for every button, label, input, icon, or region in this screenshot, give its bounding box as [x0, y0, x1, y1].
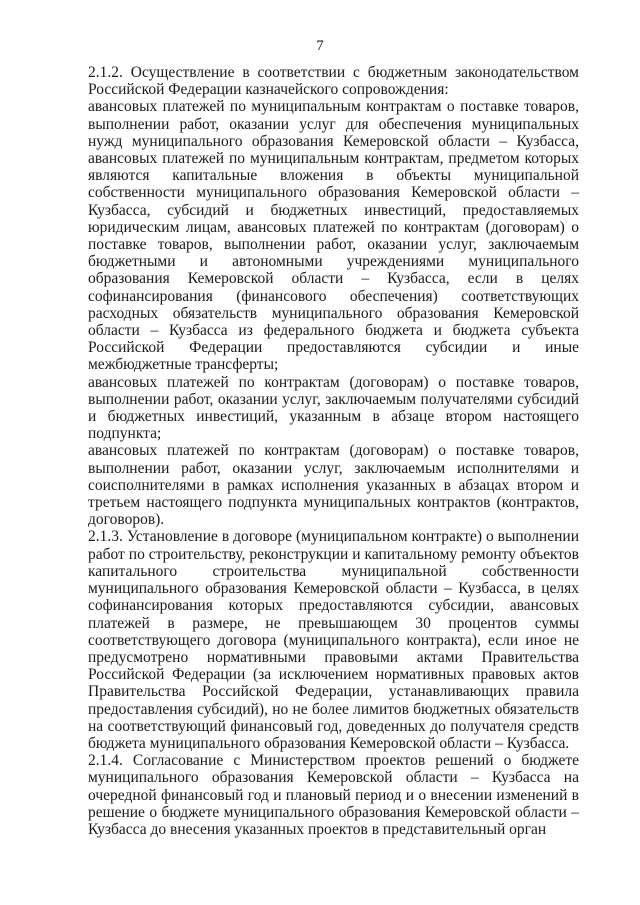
paragraph-advance-payments-contractors	[88, 442, 579, 528]
paragraph-2-1-3	[88, 528, 579, 752]
paragraph-2-1-4	[88, 752, 579, 838]
paragraph-advance-payments-municipal	[88, 98, 579, 373]
paragraph-text: 2.1.2. Осуществление в соответствии с бюджетным законодательством Российской Федерации казначейского сопровождения:	[88, 64, 579, 99]
paragraph-text: авансовых платежей по контрактам (договорам) о поставке товаров, выполнении работ, оказании услуг, заключаемым исполнителями и соисполнителями в рамках исполнения указанных в абзацах втором и третьем настоящего подпункта муниципальных контрактов (контрактов, договоров).	[88, 442, 579, 529]
page-number: 7	[316, 38, 324, 54]
document-body	[88, 64, 579, 838]
paragraph-2-1-2-heading	[88, 64, 579, 98]
paragraph-text: авансовых платежей по контрактам (договорам) о поставке товаров, выполнении работ, оказании услуг, заключаемым получателями субсидий и бюджетных инвестиций, указанным в абзаце втором настоящего подпункта;	[88, 373, 579, 443]
paragraph-text: 2.1.4. Согласование с Министерством проектов решений о бюджете муниципального образования Кемеровской области – Кузбасса на очередной финансовый год и плановый период и о внесении изменений в решение о бюджете муниципального образования Кемеровской области – Кузбасса до внесения указанных проектов в представительный орган	[88, 752, 579, 838]
paragraph-advance-payments-subsidies	[88, 374, 579, 443]
paragraph-text: авансовых платежей по муниципальным контрактам о поставке товаров, выполнении работ, оказании услуг для обеспечения муниципальных нужд муниципального образования Кемеровской области – Кузбасса, авансовых платежей по муниципальным контрактам, предметом которых являются капитальные вложения в объекты муниципальной собственности муниципального образования Кемеровской области – Кузбасса, субсидий и бюджетных инвестиций, предоставляемых юридическим лицам, авансовых платежей по контрактам (договорам) о поставке товаров, выполнении работ, оказании услуг, заключаемым бюджетными и автономными учреждениями муниципального образования Кемеровской области – Кузбасса, если в целях софинансирования (финансового обеспечения) соответствующих расходных обязательств муниципального образования Кемеровской области – Кузбасса из федерального бюджета и бюджета субъекта Российской Федерации предоставляются субсидии и иные межбюджетные трансферты;	[88, 98, 579, 374]
paragraph-text: 2.1.3. Установление в договоре (муниципальном контракте) о выполнении работ по строительству, реконструкции и капитальному ремонту объектов капитального строительства муниципальной собственности муниципального образования Кемеровской области – Кузбасса, в целях софинансирования которых предоставляются субсидии, авансовых платежей в размере, не превышающем 30 процентов суммы соответствующего договора (муниципального контракта), если иное не предусмотрено нормативными правовыми актами Правительства Российской Федерации (за исключением нормативных правовых актов Правительства Российской Федерации, устанавливающих правила предоставления субсидий), но не более лимитов бюджетных обязательств на соответствующий финансовый год, доведенных до получателя средств бюджета муниципального образования Кемеровской области – Кузбасса.	[88, 528, 579, 752]
